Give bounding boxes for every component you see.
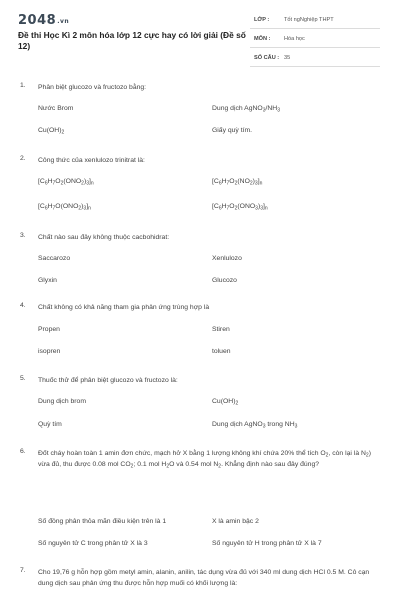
question-text: Phân biệt glucozo và fructozo bằng: xyxy=(38,84,147,91)
meta-key: MÔN : xyxy=(254,36,271,42)
meta-key: SỐ CÂU : xyxy=(254,55,280,61)
answer-option[interactable]: Dung dịch AgNO$_3$ trong $NH_3$ xyxy=(212,421,298,430)
question-number: 1. xyxy=(20,82,26,89)
answer-option[interactable]: Dung dịch $AgNO_3/NH_3$ xyxy=(212,105,280,114)
answer-option[interactable]: toluen xyxy=(212,348,231,355)
meta-value: 35 xyxy=(284,55,291,61)
answer-option[interactable]: Nước Brom xyxy=(38,105,74,112)
page-title: Đề thi Học Kì 2 môn hóa lớp 12 cực hay có lời giải (Đề số 12) xyxy=(18,30,246,51)
question-number: 6. xyxy=(20,448,26,455)
answer-option[interactable]: $Cu(OH)_2$ xyxy=(212,398,239,407)
answer-option[interactable]: Số nguyên tử H trong phân tử X là 7 xyxy=(212,540,322,547)
question-number: 2. xyxy=(20,155,26,162)
answer-option[interactable]: $[C_6H_7O_2(ONO_3)_3]_n$ xyxy=(212,203,268,212)
answer-option[interactable]: $[C_6H_7O_2(ONO_2)_3]_n$ xyxy=(38,178,94,187)
meta-key: LỚP : xyxy=(254,17,270,23)
meta-value: Hóa học xyxy=(284,36,305,42)
question-text: Đốt cháy hoàn toàn 1 amin đơn chức, mạch hở X bằng 1 lượng không khí chứa 20% thể tích $O_2$, còn lại là $N_2$) vừa đủ, thu được 0.08 mol $CO_2$; 0.1 mol $H_2O$ và 0.54 mol $N_2$. Khẳng định nào sau đây đúng? xyxy=(38,450,371,470)
site-logo[interactable]: 2048.vn xyxy=(18,13,70,28)
question-text: Thuốc thử để phân biệt glucozo và fructozo là: xyxy=(38,377,178,384)
answer-option[interactable]: isopren xyxy=(38,348,61,355)
question-text: Cho 19,76 g hỗn hợp gồm metyl amin, alanin, anilin, tác dụng vừa đủ với 340 ml dung dịch HCl 0.5 M. Cô cạn dung dịch sau phản ứng thu được hỗn hợp muối có khối lượng là: xyxy=(38,569,370,587)
question-text: Chất không có khả năng tham gia phản ứng trùng hợp là xyxy=(38,304,210,311)
answer-option[interactable]: Saccarozo xyxy=(38,255,71,262)
answer-option[interactable]: Dung dịch brom xyxy=(38,398,86,405)
answer-option[interactable]: Số đồng phân thỏa mãn điều kiện trên là 1 xyxy=(38,518,167,525)
answer-option[interactable]: Glucozo xyxy=(212,277,237,284)
question-text: Công thức của xenlulozo trinitrat là: xyxy=(38,157,145,164)
answer-option[interactable]: Quỳ tím xyxy=(38,421,62,428)
answer-option[interactable]: Stiren xyxy=(212,326,230,333)
answer-option[interactable]: $Cu(OH)_2$ xyxy=(38,127,65,136)
answer-option[interactable]: Số nguyên tử C trong phân tử X là 3 xyxy=(38,540,148,547)
question-number: 5. xyxy=(20,375,26,382)
question-number: 4. xyxy=(20,302,26,309)
meta-row-count xyxy=(250,51,380,67)
answer-option[interactable]: X là amin bậc 2 xyxy=(212,518,259,525)
answer-option[interactable]: Xenlulozo xyxy=(212,255,242,262)
question-text: Chất nào sau đây không thuộc cacbohidrat: xyxy=(38,234,170,241)
answer-option[interactable]: $[C_6H_7O(ONO_2)_3]_n$ xyxy=(38,203,91,212)
question-number: 7. xyxy=(20,567,26,574)
answer-option[interactable]: Glyxin xyxy=(38,277,57,284)
meta-row-subject xyxy=(250,32,380,48)
question-number: 3. xyxy=(20,232,26,239)
meta-value: Tốt ngNghiệp THPT xyxy=(284,17,334,23)
meta-row-class xyxy=(250,13,380,29)
answer-option[interactable]: $[C_6H_7O_2(NO_2)_3]_n$ xyxy=(212,178,263,187)
meta-info xyxy=(250,13,380,70)
answer-option[interactable]: Propen xyxy=(38,326,60,333)
answer-option[interactable]: Giấy quỳ tím. xyxy=(212,127,253,134)
